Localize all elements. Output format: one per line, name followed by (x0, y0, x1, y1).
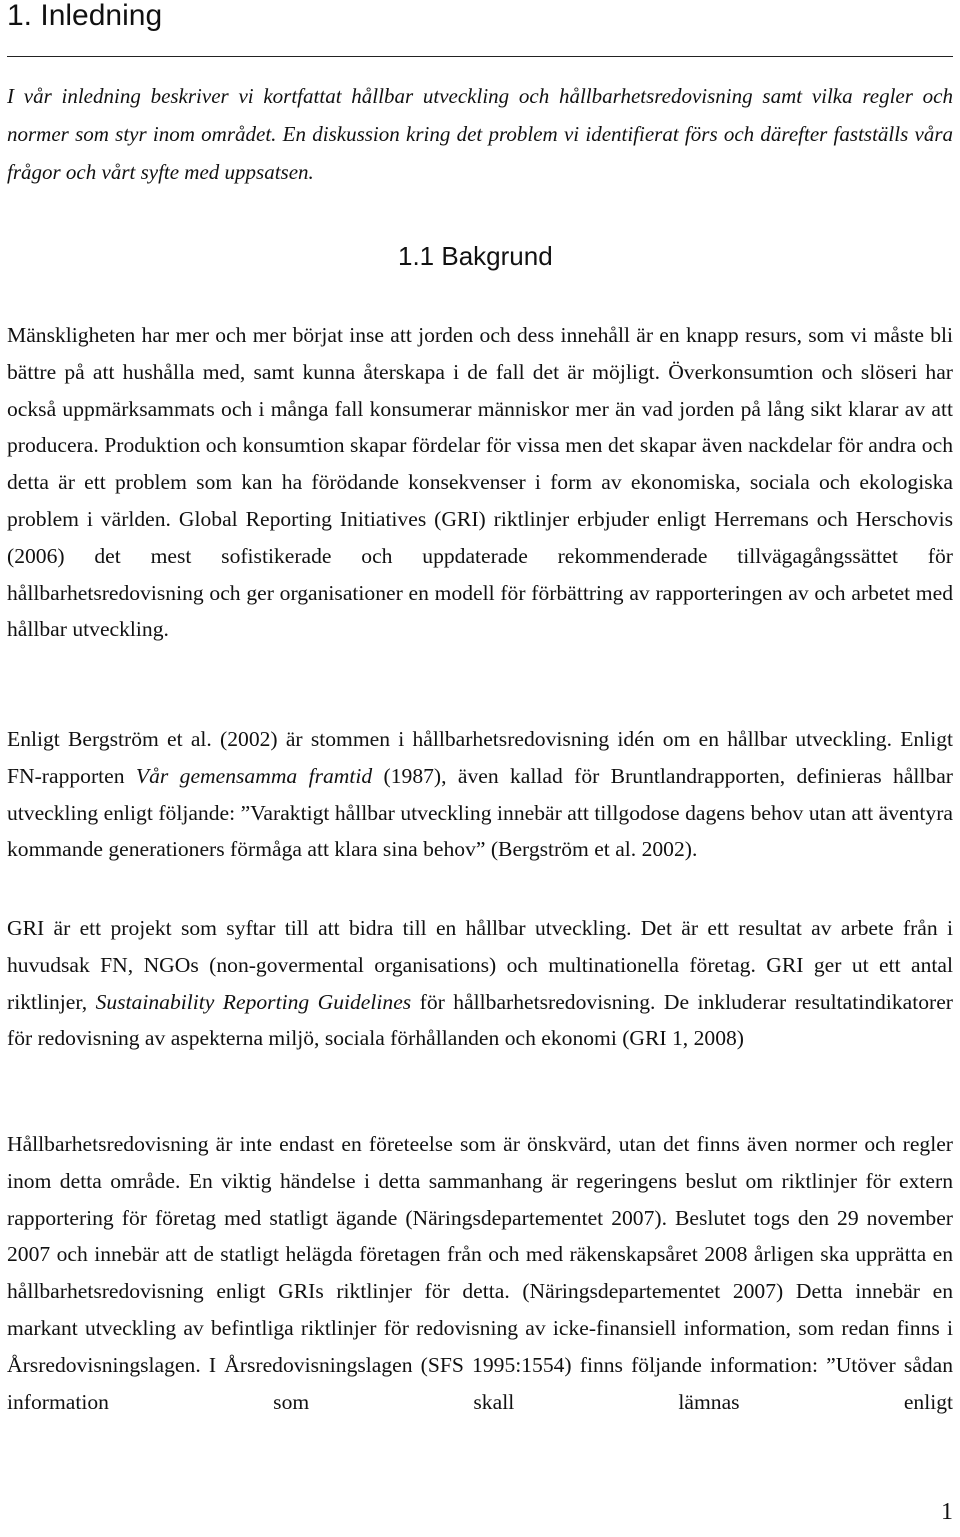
paragraph-3-text-b: för hållbarhetsredovisning. De inkluderar resultatindikatorer för redovisning av aspekterna miljö, sociala förhållanden och ekonomi (GRI 1, 2008) (7, 989, 953, 1051)
section-heading: 1.1 Bakgrund (398, 241, 553, 271)
paragraph-3-text-a: GRI är ett projekt som syftar till att bidra till en hållbar utveckling. Det är ett resultat av arbete från i huvudsak FN, NGOs (non-govermental organisations) och multinationella företag. GRI ger ut ett antal riktlinjer, (7, 916, 953, 1014)
report-title: Vår gemensamma framtid (135, 763, 373, 788)
chapter-intro: I vår inledning beskriver vi kortfattat hållbar utveckling och hållbarhetsredovisning samt vilka regler och normer som styr inom området. En diskussion kring det problem vi identifierat förs och därefter fastställs våra frågor och vårt syfte med uppsatsen. (7, 84, 953, 184)
paragraph-4: Hållbarhetsredovisning är inte endast en företeelse som är önskvärd, utan det finns även normer och regler inom detta område. En viktig händelse i detta sammanhang är regeringens beslut om riktlinjer för extern rapportering för företag med statligt ägande (Näringsdepartementet 2007). Beslutet togs den 29 november 2007 och innebär att de statligt helägda företagen från och med räkenskapsåret 2008 årligen ska upprätta en hållbarhetsredovisning enligt GRIs riktlinjer för detta. (Näringsdepartementet 2007) Detta innebär en markant utveckling av befintliga riktlinjer för redovisning av icke-finansiell information, som redan finns i Årsredovisningslagen. I Årsredovisningslagen (SFS 1995:1554) finns följande information: ”Utöver sådan information som skall lämnas enligt (7, 1132, 953, 1414)
guidelines-title: Sustainability Reporting Guidelines (95, 989, 412, 1014)
heading-rule (7, 56, 953, 57)
paragraph-2-text-b: (1987), även kallad för Bruntlandrapporten, definieras hållbar utveckling enligt följande: ”Varaktigt hållbar utveckling innebär att tillgodose dagens behov utan att äventyra kommande generationers förmåga att klara sina behov” (Bergström et al. 2002). (7, 763, 953, 862)
page-number: 1 (941, 1499, 953, 1525)
paragraph-3 (7, 910, 953, 1057)
chapter-heading: 1. Inledning (7, 0, 163, 32)
paragraph-1: Mänskligheten har mer och mer börjat inse att jorden och dess innehåll är en knapp resurs, som vi måste bli bättre på att hushålla med, samt kunna återskapa i de fall det är möjligt. Överkonsumtion och slöseri har också uppmärksammats och i många fall konsumerar människor mer än vad jorden på lång sikt klarar av att producera. Produktion och konsumtion skapar fördelar för vissa men det skapar även nackdelar för andra och detta är ett problem som kan ha förödande konsekvenser i form av ekonomiska, sociala och ekologiska problem i världen. Global Reporting Initiatives (GRI) riktlinjer erbjuder enligt Herremans och Herschovis (2006) det mest sofistikerade och uppdaterade rekommenderade tillvägagångssättet för hållbarhetsredovisning och ger organisationer en modell för förbättring av rapporteringen av och arbetet med hållbar utveckling. (7, 323, 953, 642)
paragraph-2-text-a: Enligt Bergström et al. (2002) är stommen i hållbarhetsredovisning idén om en hållbar utveckling. Enligt FN-rapporten (7, 727, 953, 788)
paragraph-2 (7, 721, 953, 868)
